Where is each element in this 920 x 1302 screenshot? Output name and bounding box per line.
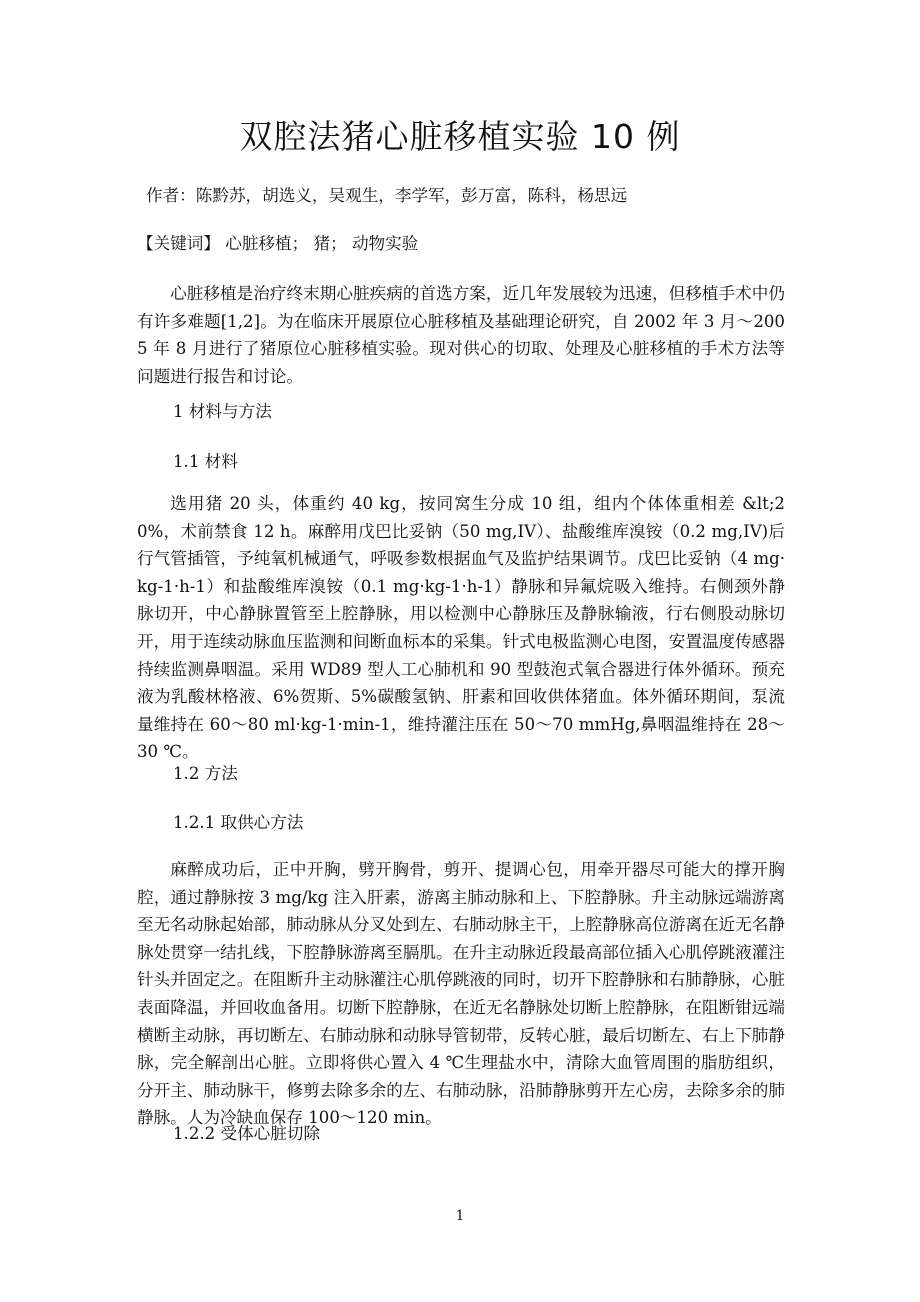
- materials-paragraph: 选用猪 20 头，体重约 40 kg，按同窝生分成 10 组，组内个体体重相差 &lt;20%，术前禁食 12 h。麻醉用戊巴比妥钠（50 mg,IV）、盐酸维库溴铵（0.2 mg,IV)后行气管插管，予纯氧机械通气，呼吸参数根据血气及监护结果调节。戊巴比妥钠（4 mg·kg-1·h-1）和盐酸维库溴铵（0.1 mg·kg-1·h-1）静脉和异氟烷吸入维持。右侧颈外静脉切开，中心静脉置管至上腔静脉，用以检测中心静脉压及静脉输液，行右侧股动脉切开，用于连续动脉血压监测和间断血标本的采集。针式电极监测心电图，安置温度传感器持续监测鼻咽温。采用 WD89 型人工心肺机和 90 型鼓泡式氧合器进行体外循环。预充液为乳酸林格液、6%贺斯、5%碳酸氢钠、肝素和回收供体猪血。体外循环期间，泵流量维持在 60～80 ml·kg-1·min-1，维持灌注压在 50～70 mmHg,鼻咽温维持在 28～30 ℃。: [137, 494, 785, 762]
- donor-method-paragraph: 麻醉成功后，正中开胸，劈开胸骨，剪开、提调心包，用牵开器尽可能大的撑开胸腔，通过静脉按 3 mg/kg 注入肝素，游离主肺动脉和上、下腔静脉。升主动脉远端游离至无名动脉起始部，肺动脉从分叉处到左、右肺动脉主干，上腔静脉高位游离在近无名静脉处贯穿一结扎线，下腔静脉游离至膈肌。在升主动脉近段最高部位插入心肌停跳液灌注针头并固定之。在阻断升主动脉灌注心肌停跳液的同时，切开下腔静脉和右肺静脉，心脏表面降温，并回收血备用。切断下腔静脉，在近无名静脉处切断上腔静脉，在阻断钳远端横断主动脉，再切断左、右肺动脉和动脉导管韧带，反转心脏，最后切断左、右上下肺静脉，完全解剖出心脏。立即将供心置入 4 ℃生理盐水中，清除大血管周围的脂肪组织，分开主、肺动脉干，修剪去除多余的左、右肺动脉，沿肺静脉剪开左心房，去除多余的肺静脉。人为冷缺血保存 100～120 min。: [137, 860, 785, 1128]
- page-number: 1: [455, 1208, 465, 1224]
- keywords-line: 【关键词】 心脏移植； 猪； 动物实验: [137, 234, 419, 253]
- section-heading-1-1: 1.1 材料: [173, 452, 238, 471]
- section-heading-1-2: 1.2 方法: [173, 764, 238, 783]
- section-heading-1: 1 材料与方法: [173, 402, 272, 421]
- document-title: 双腔法猪心脏移植实验 10 例: [239, 117, 681, 156]
- section-heading-1-2-2: 1.2.2 受体心脏切除: [173, 1124, 321, 1143]
- section-heading-1-2-1: 1.2.1 取供心方法: [173, 813, 304, 832]
- authors-line: 作者：陈黔苏，胡选义，吴观生，李学军，彭万富，陈科，杨思远: [146, 186, 628, 205]
- intro-paragraph: 心脏移植是治疗终末期心脏疾病的首选方案，近几年发展较为迅速，但移植手术中仍有许多难题[1,2]。为在临床开展原位心脏移植及基础理论研究，自 2002 年 3 月～2005 年 8 月进行了猪原位心脏移植实验。现对供心的切取、处理及心脏移植的手术方法等问题进行报告和讨论。: [137, 284, 785, 386]
